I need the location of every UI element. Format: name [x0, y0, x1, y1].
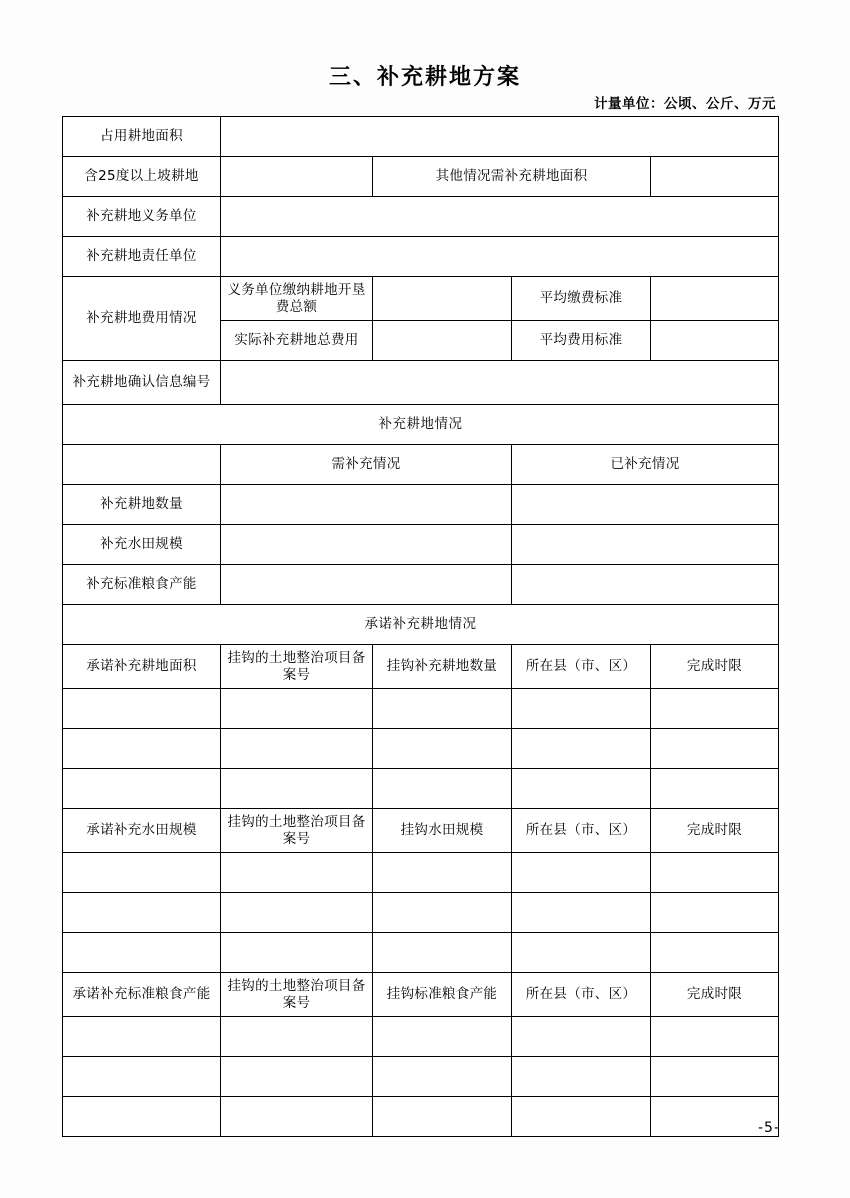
- promise-block-0-cell-1-3[interactable]: [512, 729, 651, 769]
- occupied-area-label: 占用耕地面积: [63, 117, 221, 157]
- promise-block-2-cell-0-1[interactable]: [221, 1017, 373, 1057]
- promise-block-1-cell-1-0[interactable]: [63, 893, 221, 933]
- promise-block-0-cell-0-1[interactable]: [221, 689, 373, 729]
- supplement-quantity-label: 补充耕地数量: [63, 485, 221, 525]
- promise-block-2-cell-1-4[interactable]: [651, 1057, 779, 1097]
- supplement-quantity-need-value[interactable]: [221, 485, 512, 525]
- promise-block-1-cell-2-1[interactable]: [221, 933, 373, 973]
- table-row-supplement-quantity: [63, 485, 779, 525]
- grain-capacity-need-value[interactable]: [221, 565, 512, 605]
- grain-capacity-done-value[interactable]: [512, 565, 779, 605]
- promise-block-0-cell-0-2[interactable]: [373, 689, 512, 729]
- supplement-farmland-form: [62, 116, 778, 1137]
- actual-total-cost-label: 实际补充耕地总费用: [221, 321, 373, 361]
- promise-block-2-header-4: 完成时限: [651, 973, 779, 1017]
- promise-block-data-row: [63, 729, 779, 769]
- promise-block-1-header-4: 完成时限: [651, 809, 779, 853]
- promise-block-2-header-2: 挂钩标准粮食产能: [373, 973, 512, 1017]
- promise-block-0-cell-0-4[interactable]: [651, 689, 779, 729]
- promise-block-2-cell-0-2[interactable]: [373, 1017, 512, 1057]
- promise-block-0-cell-1-4[interactable]: [651, 729, 779, 769]
- promise-block-data-row: [63, 769, 779, 809]
- need-supplement-col-header: 需补充情况: [221, 445, 512, 485]
- promise-block-0-cell-2-4[interactable]: [651, 769, 779, 809]
- promise-block-0-header-4: 完成时限: [651, 645, 779, 689]
- promise-block-0-cell-0-0[interactable]: [63, 689, 221, 729]
- obligation-unit-value[interactable]: [221, 197, 779, 237]
- promise-block-0-cell-1-2[interactable]: [373, 729, 512, 769]
- avg-cost-standard-value[interactable]: [651, 321, 779, 361]
- measurement-unit-note: 计量单位：公顷、公斤、万元: [594, 96, 776, 112]
- supplement-section-header: 补充耕地情况: [63, 405, 779, 445]
- supplement-quantity-done-value[interactable]: [512, 485, 779, 525]
- responsible-unit-label: 补充耕地责任单位: [63, 237, 221, 277]
- supplement-corner-cell: [63, 445, 221, 485]
- occupied-area-value[interactable]: [221, 117, 779, 157]
- promise-block-1-cell-1-4[interactable]: [651, 893, 779, 933]
- promise-block-2-cell-1-1[interactable]: [221, 1057, 373, 1097]
- promise-block-data-row: [63, 1097, 779, 1137]
- promise-block-2-cell-1-2[interactable]: [373, 1057, 512, 1097]
- promise-block-2-cell-1-3[interactable]: [512, 1057, 651, 1097]
- promise-block-0-cell-1-0[interactable]: [63, 729, 221, 769]
- table-row-occupied-area: [63, 117, 779, 157]
- promise-block-1-header-0: 承诺补充水田规模: [63, 809, 221, 853]
- promise-block-header-row: [63, 645, 779, 689]
- table-row-supplement-section: [63, 405, 779, 445]
- promise-block-1-cell-2-4[interactable]: [651, 933, 779, 973]
- promise-block-0-cell-2-2[interactable]: [373, 769, 512, 809]
- promise-block-data-row: [63, 853, 779, 893]
- paddy-scale-done-value[interactable]: [512, 525, 779, 565]
- confirm-info-no-value[interactable]: [221, 361, 779, 405]
- promise-block-2-header-3: 所在县（市、区）: [512, 973, 651, 1017]
- promise-block-0-header-0: 承诺补充耕地面积: [63, 645, 221, 689]
- slope-area-label: 含25度以上坡耕地: [63, 157, 221, 197]
- page-number: -5-: [757, 1120, 780, 1136]
- table-row-reclamation-fee: [63, 277, 779, 321]
- promise-block-2-cell-2-2[interactable]: [373, 1097, 512, 1137]
- table-row-supplement-col-headers: [63, 445, 779, 485]
- promise-block-1-header-3: 所在县（市、区）: [512, 809, 651, 853]
- promise-block-1-cell-1-1[interactable]: [221, 893, 373, 933]
- promise-block-1-cell-0-0[interactable]: [63, 853, 221, 893]
- other-need-area-value[interactable]: [651, 157, 779, 197]
- promise-block-2-header-0: 承诺补充标准粮食产能: [63, 973, 221, 1017]
- promise-block-1-cell-0-2[interactable]: [373, 853, 512, 893]
- promise-block-1-cell-0-3[interactable]: [512, 853, 651, 893]
- promise-block-data-row: [63, 933, 779, 973]
- responsible-unit-value[interactable]: [221, 237, 779, 277]
- obligation-unit-label: 补充耕地义务单位: [63, 197, 221, 237]
- other-need-area-label: 其他情况需补充耕地面积: [373, 157, 651, 197]
- promise-block-0-header-3: 所在县（市、区）: [512, 645, 651, 689]
- table-row-paddy-scale: [63, 525, 779, 565]
- reclamation-fee-label: 义务单位缴纳耕地开垦费总额: [221, 277, 373, 321]
- promise-block-1-cell-2-2[interactable]: [373, 933, 512, 973]
- promise-section-header: 承诺补充耕地情况: [63, 605, 779, 645]
- paddy-scale-need-value[interactable]: [221, 525, 512, 565]
- promise-block-2-cell-0-0[interactable]: [63, 1017, 221, 1057]
- promise-block-1-cell-0-4[interactable]: [651, 853, 779, 893]
- promise-block-0-cell-1-1[interactable]: [221, 729, 373, 769]
- reclamation-fee-value[interactable]: [373, 277, 512, 321]
- promise-block-1-cell-2-0[interactable]: [63, 933, 221, 973]
- promise-block-1-header-2: 挂钩水田规模: [373, 809, 512, 853]
- promise-block-header-row: [63, 973, 779, 1017]
- promise-block-1-cell-2-3[interactable]: [512, 933, 651, 973]
- paddy-scale-label: 补充水田规模: [63, 525, 221, 565]
- promise-block-2-cell-2-3[interactable]: [512, 1097, 651, 1137]
- table-row-confirm-info-no: [63, 361, 779, 405]
- promise-block-0-cell-2-0[interactable]: [63, 769, 221, 809]
- avg-cost-standard-label: 平均费用标准: [512, 321, 651, 361]
- promise-block-data-row: [63, 1057, 779, 1097]
- cost-situation-label: 补充耕地费用情况: [63, 277, 221, 361]
- done-supplement-col-header: 已补充情况: [512, 445, 779, 485]
- promise-block-0-cell-2-3[interactable]: [512, 769, 651, 809]
- promise-block-2-header-1: 挂钩的土地整治项目备案号: [221, 973, 373, 1017]
- promise-block-1-cell-0-1[interactable]: [221, 853, 373, 893]
- promise-block-1-cell-1-3[interactable]: [512, 893, 651, 933]
- confirm-info-no-label: 补充耕地确认信息编号: [63, 361, 221, 405]
- promise-block-2-cell-0-4[interactable]: [651, 1017, 779, 1057]
- promise-block-data-row: [63, 689, 779, 729]
- page-title: 三、补充耕地方案: [328, 65, 521, 90]
- table-row-grain-capacity: [63, 565, 779, 605]
- slope-area-value[interactable]: [221, 157, 373, 197]
- promise-block-2-cell-2-0[interactable]: [63, 1097, 221, 1137]
- table-row-promise-section: [63, 605, 779, 645]
- table-row-slope-area: [63, 157, 779, 197]
- promise-block-2-cell-0-3[interactable]: [512, 1017, 651, 1057]
- promise-block-0-header-2: 挂钩补充耕地数量: [373, 645, 512, 689]
- promise-block-2-cell-1-0[interactable]: [63, 1057, 221, 1097]
- form-table: [62, 116, 779, 1137]
- table-row-obligation-unit: [63, 197, 779, 237]
- avg-payment-standard-value[interactable]: [651, 277, 779, 321]
- promise-block-header-row: [63, 809, 779, 853]
- promise-block-1-header-1: 挂钩的土地整治项目备案号: [221, 809, 373, 853]
- promise-block-0-header-1: 挂钩的土地整治项目备案号: [221, 645, 373, 689]
- promise-block-1-cell-1-2[interactable]: [373, 893, 512, 933]
- promise-block-data-row: [63, 893, 779, 933]
- actual-total-cost-value[interactable]: [373, 321, 512, 361]
- promise-block-0-cell-2-1[interactable]: [221, 769, 373, 809]
- promise-block-0-cell-0-3[interactable]: [512, 689, 651, 729]
- promise-block-2-cell-2-1[interactable]: [221, 1097, 373, 1137]
- grain-capacity-label: 补充标准粮食产能: [63, 565, 221, 605]
- table-row-responsible-unit: [63, 237, 779, 277]
- avg-payment-standard-label: 平均缴费标准: [512, 277, 651, 321]
- promise-block-data-row: [63, 1017, 779, 1057]
